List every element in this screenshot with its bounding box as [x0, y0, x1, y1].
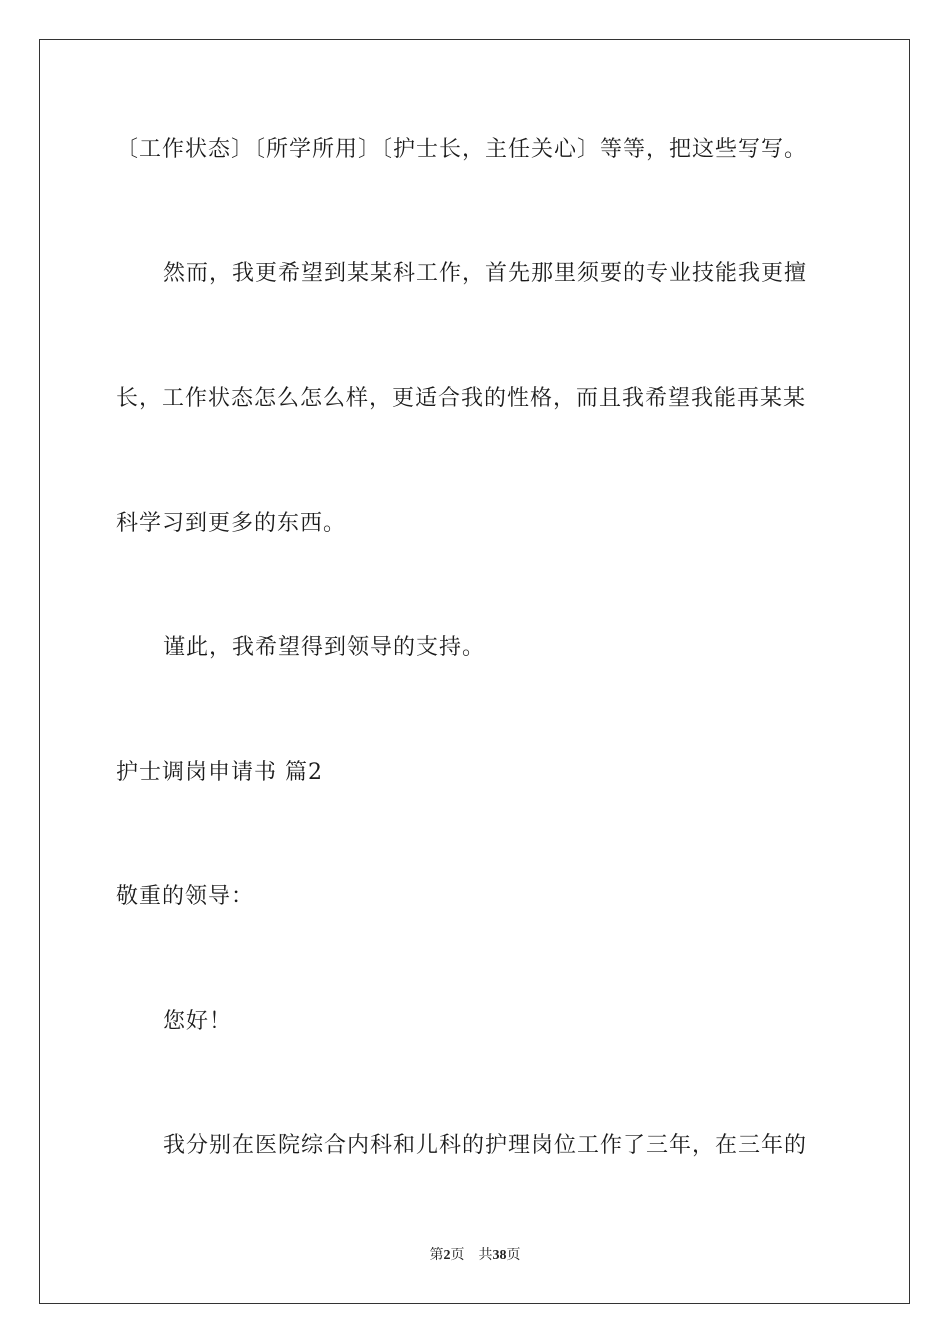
- page-border: [39, 39, 910, 1304]
- text-line-3: 长，工作状态怎么怎么样，更适合我的性格，而且我希望我能再某某: [116, 386, 807, 411]
- total-prefix: 共: [478, 1248, 493, 1263]
- section-heading: 护士调岗申请书 篇2: [116, 760, 323, 785]
- text-line-2: 然而，我更希望到某某科工作，首先那里须要的专业技能我更擅: [163, 261, 808, 286]
- page-footer: [0, 1247, 950, 1265]
- page-suffix: 页: [450, 1248, 465, 1263]
- page-prefix: 第: [429, 1248, 444, 1263]
- text-line-5: 谨此，我希望得到领导的支持。: [163, 635, 486, 660]
- text-line-4: 科学习到更多的东西。: [116, 511, 347, 536]
- total-pages: 38: [492, 1248, 507, 1263]
- text-line-9: 我分别在医院综合内科和儿科的护理岗位工作了三年，在三年的: [163, 1133, 808, 1158]
- page-number: 2: [443, 1248, 451, 1263]
- salutation: 敬重的领导：: [116, 884, 255, 909]
- total-suffix: 页: [506, 1248, 521, 1263]
- greeting: 您好！: [163, 1009, 233, 1034]
- text-line-1: 〔工作状态〕〔所学所用〕〔护士长，主任关心〕等等，把这些写写。: [116, 137, 808, 162]
